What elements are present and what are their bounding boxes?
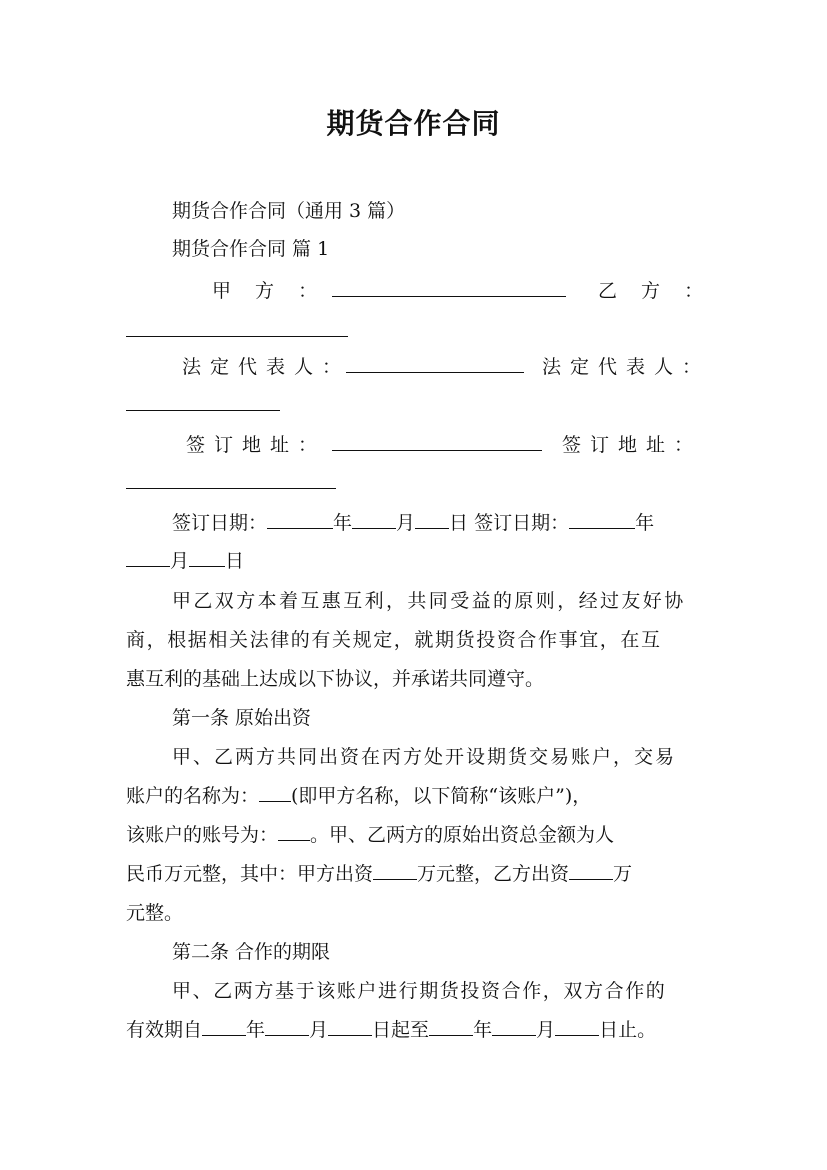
sign-date-line: 签订日期： 年 月 日 签订日期： 年 xyxy=(172,512,655,534)
subtitle: 期货合作合同（通用 3 篇） xyxy=(172,200,406,222)
chapter-heading: 期货合作合同 篇 1 xyxy=(172,238,330,260)
article-2-line-1: 甲、乙两方基于该账户进行期货投资合作，双方合作的 xyxy=(172,980,667,1002)
party-a-label: 甲 方 ： xyxy=(212,280,327,302)
party-b-label: 乙 方 ： xyxy=(598,280,713,302)
place-b-blank xyxy=(126,470,336,496)
article-2-line-2: 有效期自 年 月 日起至 年 月 日止。 xyxy=(126,1019,657,1041)
rep-a-blank xyxy=(346,354,524,380)
article-1-line-4: 民币万元整，其中：甲方出资 万元整，乙方出资 万 xyxy=(126,863,633,885)
sign-date-line-2: 月 日 xyxy=(126,548,244,574)
intro-line-3: 惠互利的基础上达成以下协议，并承诺共同遵守。 xyxy=(126,668,545,690)
article-1-line-5: 元整。 xyxy=(126,902,184,924)
page-title: 期货合作合同 xyxy=(326,107,501,140)
place-a-label: 签订地址： xyxy=(186,434,327,456)
party-b-blank xyxy=(126,318,348,344)
rep-b-label: 法定代表人： xyxy=(542,356,711,378)
article-1-line-1: 甲、乙两方共同出资在丙方处开设期货交易账户，交易 xyxy=(172,746,677,768)
intro-line-1: 甲乙双方本着互惠互利，共同受益的原则，经过友好协 xyxy=(172,590,686,612)
rep-a-label: 法定代表人： xyxy=(182,356,351,378)
article-1-line-2: 账户的名称为： (即甲方名称，以下简称“该账户”)， xyxy=(126,785,592,807)
place-b-label: 签订地址： xyxy=(562,434,703,456)
article-1-line-3: 该账户的账号为： 。甲、乙两方的原始出资总金额为人 xyxy=(126,824,615,846)
place-a-blank xyxy=(332,432,542,458)
party-a-blank xyxy=(332,278,566,304)
article-1-heading: 第一条 原始出资 xyxy=(172,707,312,729)
article-2-heading: 第二条 合作的期限 xyxy=(172,941,331,963)
rep-b-blank xyxy=(126,392,280,418)
intro-line-2: 商，根据相关法律的有关规定，就期货投资合作事宜，在互 xyxy=(126,629,662,651)
